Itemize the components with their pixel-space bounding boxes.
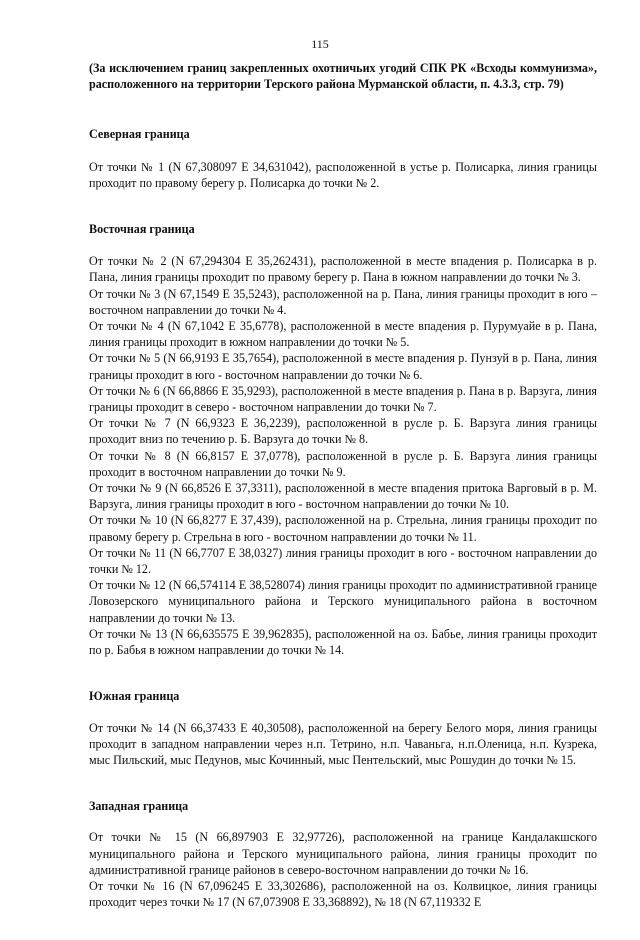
paragraph: От точки № 16 (N 67,096245 E 33,302686), расположенной на оз. Колвицкое, линия границы проходит через точки № 17 (N 67,073908 E 33,368892), № 18 (N 67,119332 E	[89, 878, 597, 910]
paragraph: От точки № 1 (N 67,308097 E 34,631042), расположенной в устье р. Полисарка, линия границы проходит по правому берегу р. Полисарка до точки № 2.	[89, 159, 597, 190]
heading-east-boundary: Восточная граница	[89, 222, 195, 237]
section-south-boundary	[89, 688, 597, 768]
paragraph: От точки № 2 (N 67,294304 E 35,262431), расположенной в месте впадения р. Полисарка в р. Пана, линия границы проходит по правому берегу р. Пана в южном направлении до точки № 3.	[89, 254, 597, 285]
paragraph: От точки № 8 (N 66,8157 E 37,0778), расположенной в русле р. Б. Варзуга линия границы проходит в восточном направлении до точки № 9.	[89, 448, 597, 479]
section-north-boundary	[89, 126, 597, 191]
section-west-boundary	[89, 798, 597, 910]
page-number: 115	[311, 37, 329, 51]
heading-south-boundary: Южная граница	[89, 689, 180, 704]
paragraph: От точки № 4 (N 67,1042 E 35,6778), расположенной в месте впадения р. Пурумуайе в р. Пана, линия границы проходит в южном направлении до точки № 5.	[89, 319, 597, 350]
section-east-boundary	[89, 221, 597, 658]
paragraph: От точки № 13 (N 66,635575 E 39,962835), расположенной на оз. Бабье, линия границы проходит по р. Бабья в южном направлении до точки № 14.	[89, 626, 597, 658]
paragraph: От точки № 3 (N 67,1549 E 35,5243), расположенной на р. Пана, линия границы проходит в юго – восточном направлении до точки № 4.	[89, 286, 597, 317]
paragraph: От точки № 14 (N 66,37433 E 40,30508), расположенной на берегу Белого моря, линия границы проходит в западном направлении через н.п. Тетрино, н.п. Чаваньга, н.п.Оленица, н.п. Кузрека, мыс Пильский, мыс Педунов, мыс Кочинный, мыс Пентельский, мыс Рошудин до точки № 15.	[89, 720, 597, 767]
paragraph: От точки № 12 (N 66,574114 E 38,528074) линия границы проходит по административной границе Ловозерского муниципального района и Терского муниципального района в восточном направлении до точки № 13.	[89, 578, 597, 625]
heading-north-boundary: Северная граница	[89, 127, 190, 142]
paragraph: От точки № 7 (N 66,9323 E 36,2239), расположенной в русле р. Б. Варзуга линия границы проходит вниз по течению р. Б. Варзуга до точки № 8.	[89, 416, 597, 447]
paragraph: От точки № 11 (N 66,7707 E 38,0327) линия границы проходит в юго - восточном направлении до точки № 12.	[89, 545, 597, 577]
paragraph: От точки № 5 (N 66,9193 E 35,7654), расположенной в месте впадения р. Пунзуй в р. Пана, линия границы проходит в юго - восточном направлении до точки № 6.	[89, 351, 597, 382]
paragraph: От точки № 6 (N 66,8866 E 35,9293), расположенной в месте впадения р. Пана в р. Варзуга, линия границы проходит в северо - восточном направлении до точки № 7.	[89, 383, 597, 415]
document-body	[89, 60, 597, 940]
heading-west-boundary: Западная граница	[89, 799, 189, 814]
paragraph: От точки № 15 (N 66,897903 E 32,97726), расположенной на границе Кандалакшского муниципального района и Терского муниципального района, линия границы проходит по административной границе районов в северо-восточном направлении до точки № 16.	[89, 830, 597, 877]
paragraph: От точки № 10 (N 66,8277 E 37,439), расположенной на р. Стрельна, линия границы проходит по правому берегу р. Стрельна в юго - восточном направлении до точки № 11.	[89, 513, 597, 544]
intro-note: (За исключением границ закрепленных охотничьих угодий СПК РК «Всходы коммунизма», расположенного на территории Терского района Мурманской области, п. 4.3.3, стр. 79)	[89, 61, 597, 92]
paragraph: От точки № 9 (N 66,8526 E 37,3311), расположенной в месте впадения притока Варговый в р. М. Варзуга, линия границы проходит в юго - восточном направлении до точки № 10.	[89, 481, 597, 512]
